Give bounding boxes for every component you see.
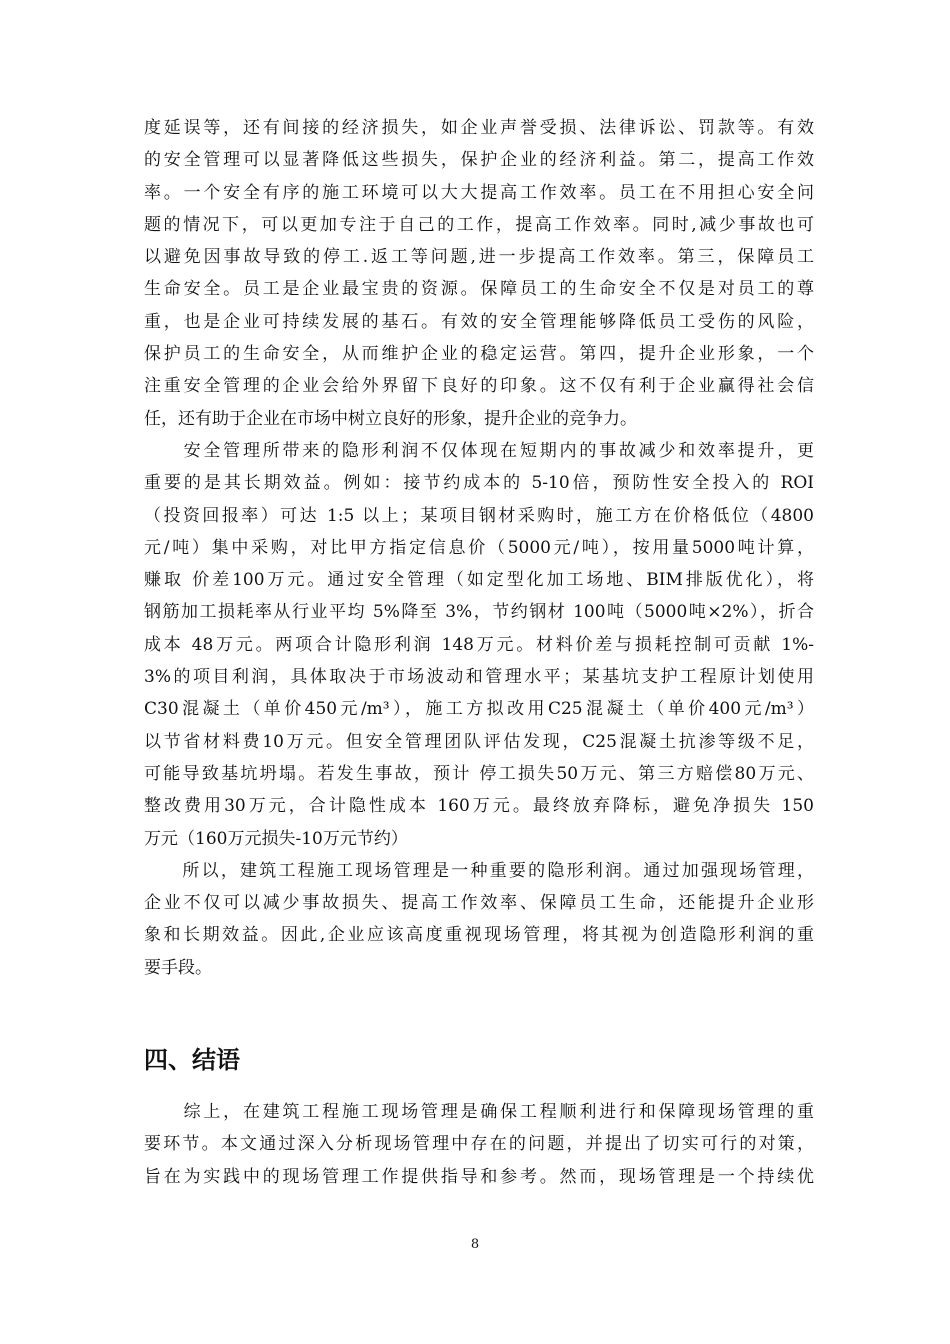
text-line: 生命安全。员工是企业最宝贵的资源。保障员工的生命安全不仅是对员工的尊 <box>144 279 814 300</box>
text-line: 以节省材料费10万元。但安全管理团队评估发现，C25混凝土抗渗等级不足， <box>144 731 814 752</box>
page-number: 8 <box>470 1237 480 1252</box>
text-line: 成本 48万元。两项合计隐形利润 148万元。材料价差与损耗控制可贡献 1%- <box>144 634 814 655</box>
text-line: 旨在为实践中的现场管理工作提供指导和参考。然而，现场管理是一个持续优 <box>144 1166 814 1187</box>
text-line: 重，也是企业可持续发展的基石。有效的安全管理能够降低员工受伤的风险， <box>144 311 814 332</box>
text-line: 的安全管理可以显著降低这些损失，保护企业的经济利益。第二，提高工作效 <box>144 150 814 171</box>
text-line: 以避免因事故导致的停工.返工等问题,进一步提高工作效率。第三，保障员工 <box>144 247 814 268</box>
text-line: 元/吨）集中采购，对比甲方指定信息价（5000元/吨），按用量5000吨计算， <box>144 537 814 558</box>
body-text <box>144 112 814 984</box>
text-line: 保护员工的生命安全，从而维护企业的稳定运营。第四，提升企业形象，一个 <box>144 344 814 365</box>
text-line: 所以，建筑工程施工现场管理是一种重要的隐形利润。通过加强现场管理， <box>144 860 814 881</box>
text-line: 题的情况下，可以更加专注于自己的工作，提高工作效率。同时,减少事故也可 <box>144 214 814 235</box>
paragraph-hidden-profit <box>144 435 814 855</box>
text-line: 3%的项目利润，具体取决于市场波动和管理水平；某基坑支护工程原计划使用 <box>144 667 814 688</box>
text-line: 要手段。 <box>144 957 212 978</box>
text-line: 重要的是其长期效益。例如：接节约成本的 5-10倍，预防性安全投入的 ROI <box>144 473 814 494</box>
text-line: 注重安全管理的企业会给外界留下良好的印象。这不仅有利于企业赢得社会信 <box>144 376 814 397</box>
paragraph-continuation <box>144 112 814 435</box>
paragraph-summary <box>144 855 814 984</box>
text-line: 任，还有助于企业在市场中树立良好的形象，提升企业的竞争力。 <box>144 408 637 429</box>
text-line: 象和长期效益。因此,企业应该高度重视现场管理，将其视为创造隐形利润的重 <box>144 925 814 946</box>
text-line: C30混凝土（单价450元/m³），施工方拟改用C25混凝土（单价400元/m³） <box>144 699 814 720</box>
text-line: 钢筋加工损耗率从行业平均 5%降至 3%，节约钢材 100吨（5000吨×2%），折合 <box>144 602 814 623</box>
section-heading: 四、结语 <box>144 1046 240 1074</box>
text-line: 率。一个安全有序的施工环境可以大大提高工作效率。员工在不用担心安全问 <box>144 182 814 203</box>
text-line: 要环节。本文通过深入分析现场管理中存在的问题，并提出了切实可行的对策， <box>144 1134 814 1155</box>
text-line: 综上，在建筑工程施工现场管理是确保工程顺利进行和保障现场管理的重 <box>144 1102 814 1122</box>
text-line: 可能导致基坑坍塌。若发生事故，预计 停工损失50万元、第三方赔偿80万元、 <box>144 763 814 784</box>
text-line: 度延误等，还有间接的经济损失，如企业声誉受损、法律诉讼、罚款等。有效 <box>144 118 814 138</box>
conclusion-paragraph <box>144 1096 814 1193</box>
text-line: （投资回报率）可达 1:5 以上；某项目钢材采购时，施工方在价格低位（4800 <box>144 505 814 526</box>
text-line: 企业不仅可以减少事故损失、提高工作效率、保障员工生命，还能提升企业形 <box>144 893 814 914</box>
text-line: 安全管理所带来的隐形利润不仅体现在短期内的事故减少和效率提升，更 <box>144 440 814 461</box>
text-line: 赚取 价差100万元。通过安全管理（如定型化加工场地、BIM排版优化），将 <box>144 570 814 591</box>
text-line: 万元（160万元损失-10万元节约） <box>144 828 408 849</box>
text-line: 整改费用30万元，合计隐性成本 160万元。最终放弃降标，避免净损失 150 <box>144 796 814 817</box>
